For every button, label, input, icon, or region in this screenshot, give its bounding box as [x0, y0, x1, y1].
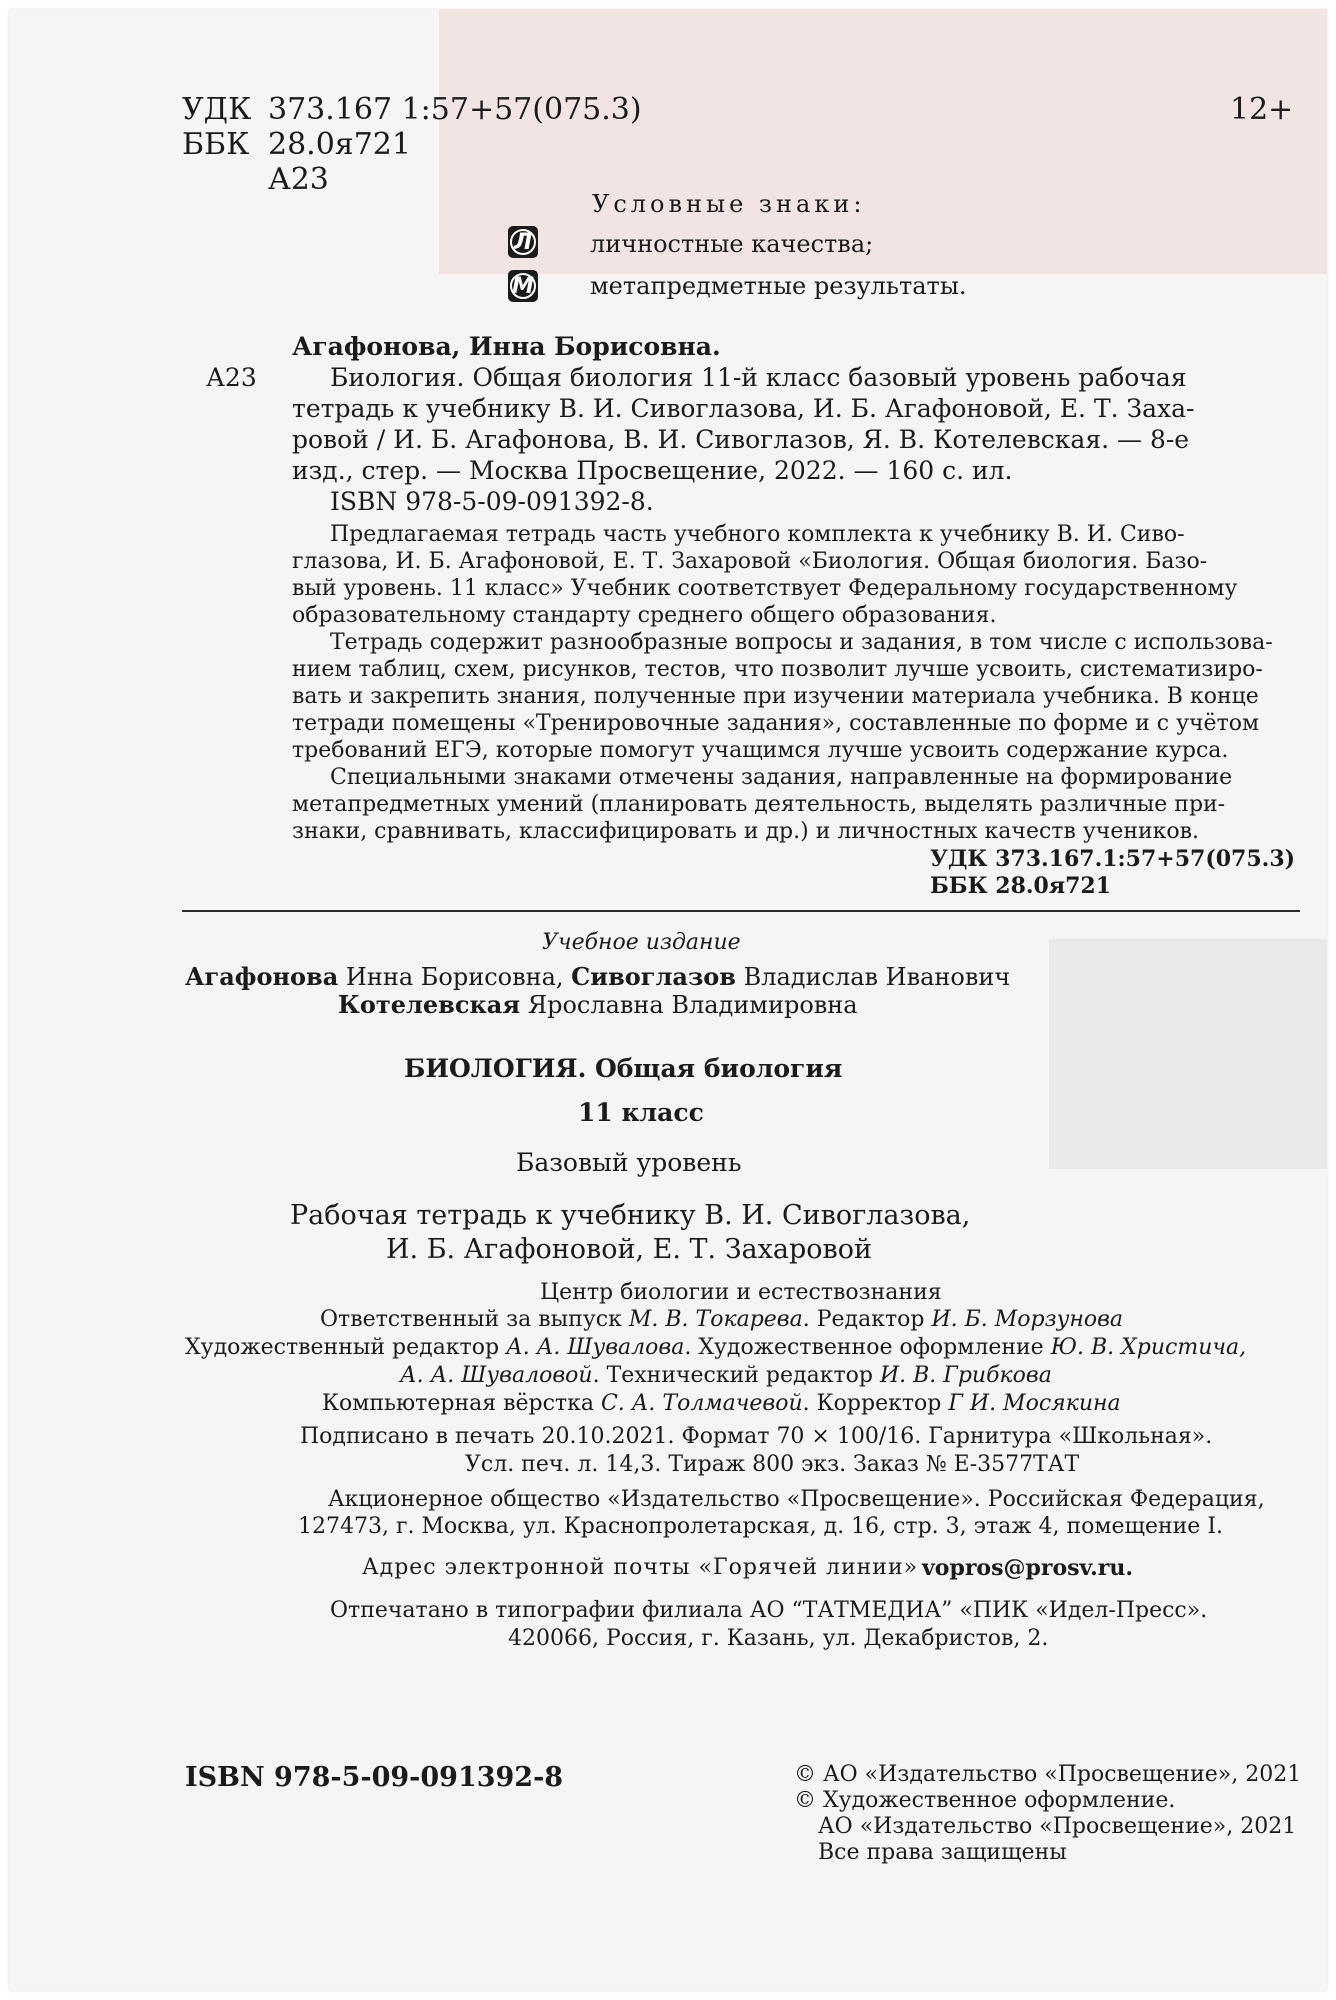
show-through-panel	[1049, 939, 1327, 1169]
metasubject-results-icon	[508, 270, 538, 302]
print-info-line-2: Усл. печ. л. 14,3. Тираж 800 экз. Заказ № Е-3577ТАТ	[465, 1452, 1080, 1477]
catalog-description-line: тетрадь к учебнику В. И. Сивоглазова, И. Б. Агафоновой, Е. Т. Заха-	[292, 394, 1195, 423]
hotline-email-label: Адрес электронной почты «Горячей линии»	[362, 1555, 919, 1580]
catalog-description-line: изд., стер. — Москва Просвещение, 2022. — 160 с. ил.	[292, 456, 1013, 485]
abstract-line: глазова, И. Б. Агафоновой, Е. Т. Захаровой «Биология. Общая биология. Базо-	[292, 549, 1208, 574]
abstract-line: образовательному стандарту среднего общего образования.	[292, 603, 997, 628]
copyright-line: АО «Издательство «Просвещение», 2021	[818, 1814, 1297, 1839]
copyright-line: © АО «Издательство «Просвещение», 2021	[794, 1762, 1302, 1787]
credit-role: Компьютерная вёрстка	[322, 1391, 601, 1416]
credit-person: А. А. Шуваловой	[400, 1363, 593, 1388]
legend-title: Условные знаки:	[592, 190, 866, 218]
udk-value: 373.167 1:57+57(075.3)	[268, 92, 642, 127]
credit-role: . Корректор	[802, 1391, 949, 1416]
credit-role: . Художественное оформление	[684, 1335, 1051, 1360]
show-through-cover	[439, 9, 1327, 274]
abstract-line: нием таблиц, схем, рисунков, тестов, что позволит лучше усвоить, систематизиро-	[292, 657, 1263, 682]
catalog-udk-full: УДК 373.167.1:57+57(075.3)	[930, 846, 1296, 872]
publisher-line-1: Акционерное общество «Издательство «Просвещение». Российская Федерация,	[328, 1487, 1265, 1512]
authors-line-1	[185, 962, 1010, 991]
catalog-isbn: ISBN 978-5-09-091392-8.	[330, 487, 654, 516]
copyright-line: Все права защищены	[818, 1840, 1067, 1865]
abstract-line: тетради помещены «Тренировочные задания», составленные по форме и с учётом	[292, 711, 1260, 736]
credit-person: Г И. Мосякина	[948, 1391, 1121, 1416]
catalog-bbk-full: ББК 28.0я721	[930, 873, 1112, 899]
legend-icon-letter-m: М	[508, 270, 538, 302]
credit-role: . Редактор	[802, 1307, 932, 1332]
credit-person: С. А. Толмачевой	[600, 1391, 803, 1416]
printer-line-2: 420066, Россия, г. Казань, ул. Декабристов, 2.	[508, 1626, 1049, 1651]
catalog-description-line: Биология. Общая биология 11-й класс базовый уровень рабочая	[330, 363, 1187, 392]
book-level: Базовый уровень	[516, 1148, 742, 1177]
catalog-code: А23	[206, 363, 257, 392]
catalog-author-heading: Агафонова, Инна Борисовна.	[292, 332, 721, 361]
credit-person: А. А. Шувалова	[506, 1335, 685, 1360]
credits-line-4	[322, 1391, 1121, 1416]
credits-line-3	[400, 1363, 1052, 1388]
credit-person: М. В. Токарева	[628, 1307, 803, 1332]
author-name: Инна Борисовна,	[338, 963, 572, 991]
credits-line-2	[185, 1335, 1246, 1360]
copyright-line: © Художественное оформление.	[794, 1788, 1176, 1813]
edition-type: Учебное издание	[542, 930, 741, 955]
divider-line	[182, 910, 1300, 912]
credit-role: . Технический редактор	[592, 1363, 880, 1388]
abstract-line: вать и закрепить знания, полученные при изучении материала учебника. В конце	[292, 684, 1259, 709]
credits-center: Центр биологии и естествознания	[540, 1280, 942, 1305]
abstract-line: требований ЕГЭ, которые помогут учащимся лучше усвоить содержание курса.	[292, 738, 1229, 763]
publisher-line-2: 127473, г. Москва, ул. Краснопролетарская, д. 16, стр. 3, этаж 4, помещение I.	[298, 1514, 1223, 1539]
footer-isbn: ISBN 978-5-09-091392-8	[185, 1762, 564, 1793]
credits-line-1	[320, 1307, 1123, 1332]
abstract-line: вый уровень. 11 класс» Учебник соответствует Федеральному государственному	[292, 576, 1238, 601]
abstract-line: Тетрадь содержит разнообразные вопросы и задания, в том числе с использова-	[330, 630, 1273, 655]
book-subtitle-line-1: Рабочая тетрадь к учебнику В. И. Сивоглазова,	[290, 1200, 971, 1231]
legend-item-metasubject: метапредметные результаты.	[590, 272, 967, 300]
bbk-label: ББК	[182, 127, 250, 162]
author-surname: Котелевская	[338, 990, 521, 1019]
abstract-line: метапредметных умений (планировать деятельность, выделять различные при-	[292, 792, 1226, 817]
authors-line-2	[338, 990, 858, 1019]
credit-role: Ответственный за выпуск	[320, 1307, 629, 1332]
abstract-line: знаки, сравнивать, классифицировать и др.) и личностных качеств учеников.	[292, 819, 1200, 844]
author-name: Владислав Иванович	[735, 963, 1011, 991]
book-grade: 11 класс	[578, 1098, 704, 1127]
credit-person: И. В. Грибкова	[879, 1363, 1052, 1388]
abstract-line: Специальными знаками отмечены задания, направленные на формирование	[330, 765, 1233, 790]
author-surname: Агафонова	[185, 962, 339, 991]
printer-line-1: Отпечатано в типографии филиала АО “ТАТМЕДИА” «ПИК «Идел-Пресс».	[330, 1598, 1208, 1623]
personal-qualities-icon	[508, 226, 538, 258]
book-title: БИОЛОГИЯ. Общая биология	[404, 1054, 843, 1083]
print-info-line-1: Подписано в печать 20.10.2021. Формат 70 × 100/16. Гарнитура «Школьная».	[300, 1424, 1213, 1449]
catalog-description-line: ровой / И. Б. Агафонова, В. И. Сивоглазов, Я. В. Котелевская. — 8-е	[292, 425, 1190, 454]
book-subtitle-line-2: И. Б. Агафоновой, Е. Т. Захаровой	[386, 1234, 872, 1265]
bbk-value: 28.0я721	[268, 127, 411, 162]
legend-icon-letter-l: Л	[508, 226, 538, 258]
udk-label: УДК	[182, 92, 252, 127]
hotline-email: vopros@prosv.ru.	[922, 1555, 1133, 1581]
credit-person: И. Б. Морзунова	[931, 1307, 1124, 1332]
header-code: А23	[268, 162, 329, 197]
credit-person: Ю. В. Христича,	[1050, 1335, 1247, 1360]
author-surname: Сивоглазов	[571, 962, 736, 991]
abstract-line: Предлагаемая тетрадь часть учебного комплекта к учебнику В. И. Сиво-	[330, 522, 1185, 547]
author-name: Ярославна Владимировна	[520, 991, 858, 1019]
credit-role: Художественный редактор	[185, 1335, 507, 1360]
age-rating: 12+	[1230, 92, 1294, 127]
legend-item-personal: личностные качества;	[590, 230, 874, 258]
